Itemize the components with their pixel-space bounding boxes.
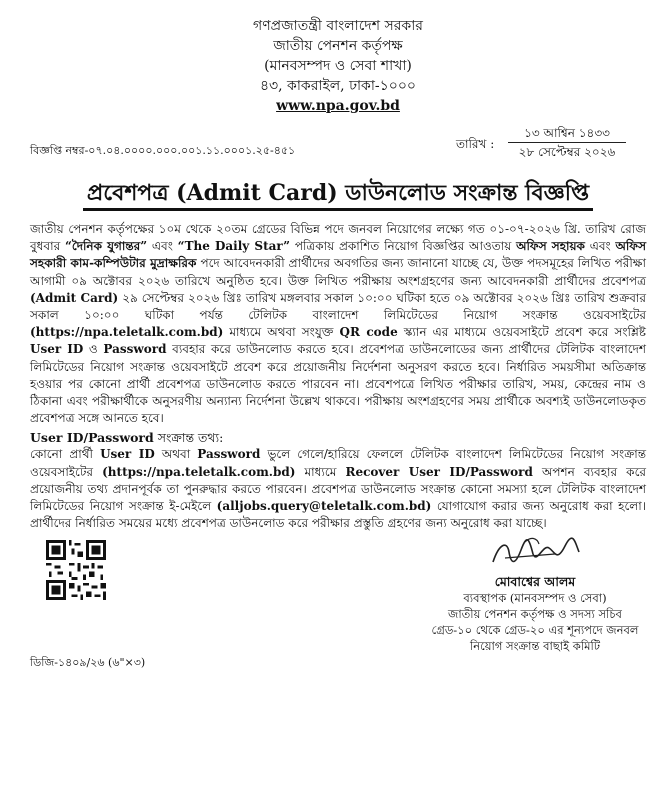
memo-date-row (30, 122, 646, 168)
authority-name: জাতীয় পেনশন কর্তৃপক্ষ (273, 38, 403, 54)
para1-text-5: পত্রিকায় প্রকাশিত নিয়োগ বিজ্ঞপ্তির আওতায় (290, 239, 517, 254)
post-office-assistant: অফিস সহায়ক (516, 239, 585, 254)
para2-text-10: যোগাযোগ করার জন্য অনুরোধ করা হলো। প্রার্থীদের নির্ধারিত সময়ের মধ্যে প্রবেশপত্র ডাউনলোড করে পরীক্ষার প্রস্তুতি গ্রহণের জন্য অনুরোধ করা যাচ্ছে। (30, 499, 646, 531)
para1-text-9: পদে আবেদনকারী প্রার্থীদের অবগতির জন্য জানানো যাচ্ছে যে, উক্ত পদসমূহের লিখিত পরীক্ষা আগামী ০৯ অক্টোবর ২০২৬ তারিখে অনুষ্ঠিত হবে। উক্ত লিখিত পরীক্ষায় অংশগ্রহণের জন্য আবেদনকারী প্রার্থীদের প্রবেশপত্র (30, 256, 646, 288)
government-name: গণপ্রজাতন্ত্রী বাংলাদেশ সরকার (253, 18, 423, 34)
date-block (508, 124, 626, 161)
date-bangla: ১৩ আশ্বিন ১৪৩৩ (508, 124, 626, 143)
main-paragraph (30, 221, 646, 427)
publication-reference: ডিজি-১৪০৯/২৬ (৬"×৩) (30, 656, 146, 670)
teletalk-link-1[interactable]: (https://npa.teletalk.com.bd) (30, 325, 224, 340)
committee-line-1: গ্রেড-১০ থেকে গ্রেড-২০ এর শূন্যপদে জনবল (431, 623, 639, 638)
address: ৪৩, কাকরাইল, ঢাকা-১০০০ (259, 78, 417, 94)
credentials-heading (30, 429, 646, 446)
website-link[interactable]: www.npa.gov.bd (276, 98, 400, 114)
recover-option: Recover User ID/Password (345, 464, 533, 479)
footer (30, 532, 646, 692)
para1-text-0: জাতীয় পেনশন কর্তৃপক্ষের ১০ম থেকে ২০তম গ্রেডের বিভিন্ন পদে জনবল নিয়োগের লক্ষ্যে গত ০১-০৭-২০২৬ (30, 222, 560, 236)
signatory-name: মোবাশ্বের আলম (494, 574, 576, 590)
notice-title (30, 176, 646, 213)
para2-text-8: অপশন ব্যবহার করে প্রয়োজনীয় তথ্য প্রদানপূর্বক তা পুনরুদ্ধার করতে পারবেন। প্রবেশপত্র ডাউনলোড সংক্রান্ত কোনো সমস্যা হলে টেলিটক বাংলাদেশ লিমিটেডের নিয়োগ সংক্রান্ত ই-মেইলে (30, 464, 646, 514)
para1-text-1: খ্রি. তারিখ রোজ বুধবার (30, 222, 646, 254)
branch-name: (মানবসম্পদ ও সেবা শাখা) (264, 58, 412, 74)
signatory-block (410, 574, 658, 654)
post-office-typist: অফিস সহকারী কাম-কম্পিউটার মুদ্রাক্ষরিক (30, 239, 646, 271)
qr-code-term: QR code (339, 325, 398, 340)
admit-card-term: (Admit Card) (30, 290, 119, 305)
credentials-paragraph (30, 446, 646, 532)
user-id-term-2: User ID (100, 447, 155, 462)
user-id-term: User ID (30, 342, 84, 357)
memo-number: বিজ্ঞপ্তি নম্বর-০৭.০৪.০০০০.০০০.০০১.১১.০০০১.২৫-৪৫১ (30, 144, 296, 157)
signatory-organization: জাতীয় পেনশন কর্তৃপক্ষ ও সদস্য সচিব (448, 607, 622, 622)
para2-text-2: অথবা (154, 447, 198, 462)
para1-text-3: এবং (147, 239, 178, 254)
password-term: Password (103, 342, 167, 357)
para1-text-13: মাধ্যমে অথবা সংযুক্ত (223, 325, 340, 340)
password-term-2: Password (197, 447, 261, 462)
para2-text-0: কোনো প্রার্থী (30, 447, 101, 462)
para2-text-4: ভুলে গেলে/হারিয়ে ফেললে টেলিটক বাংলাদেশ লিমিটেডের নিয়োগ সংক্রান্ত ওয়েবসাইটের (30, 447, 647, 479)
letterhead (30, 16, 646, 116)
para1-text-17: ও (83, 342, 104, 357)
committee-line-2: নিয়োগ সংক্রান্ত বাছাই কমিটি (469, 639, 601, 654)
signatory-designation: ব্যবস্থাপক (মানবসম্পদ ও সেবা) (463, 591, 607, 606)
notice-title-text: প্রবেশপত্র (Admit Card) ডাউনলোড সংক্রান্ত বিজ্ঞপ্তি (83, 180, 593, 211)
newspaper-jugantor: “দৈনিক যুগান্তর” (64, 239, 148, 254)
teletalk-link-2[interactable]: (https://npa.teletalk.com.bd) (102, 464, 296, 479)
para1-text-11: ২৯ সেপ্টেম্বর ২০২৬ খ্রিঃ তারিখ মঙ্গলবার সকাল ১০:০০ ঘটিকা হতে ০৯ অক্টোবর ২০২৬ খ্রিঃ তারিখ শুক্রবার সকাল ১০:০০ ঘটিকা পর্যন্ত টেলিটক বাংলাদেশ লিমিটেডের নিয়োগ সংক্রান্ত ওয়েবসাইটের (30, 290, 646, 323)
qr-code-icon[interactable] (46, 540, 106, 600)
para2-text-6: মাধ্যমে (295, 464, 346, 479)
signature (485, 532, 585, 572)
credentials-heading-bold: User ID/Password (30, 430, 154, 446)
support-email[interactable]: (alljobs.query@teletalk.com.bd) (216, 499, 432, 514)
para1-text-15: স্ক্যান এর মাধ্যমে ওয়েবসাইটে প্রবেশ করে সংশ্লিষ্ট (397, 325, 646, 340)
credentials-heading-rest: সংক্রান্ত তথ্য: (153, 430, 224, 446)
para1-text-19: ব্যবহার করে ডাউনলোড করতে হবে। প্রবেশপত্র ডাউনলোডের জন্য প্রার্থীদের টেলিটক বাংলাদেশ লিমিটেডের নিয়োগ সংক্রান্ত ওয়েবসাইটে প্রবেশ করে প্রয়োজনীয় নির্দেশনা অনুসরণ করতে হবে। নির্ধারিত সময়সীমা অতিক্রান্ত হওয়ার পর কোনো প্রার্থী প্রবেশপত্র ডাউনলোড করতে পারবেন না। প্রবেশপত্রে লিখিত পরীক্ষার তারিখ, সময়, কেন্দ্রের নাম ও ঠিকানা এবং পরীক্ষার্থীকে অনুসরণীয় অন্যান্য নির্দেশনা উল্লেখ থাকবে। পরীক্ষায় অংশগ্রহণের সময় প্রার্থীকে অবশ্যই ডাউনলোডকৃত প্রবেশপত্র সঙ্গে আনতে হবে। (30, 342, 646, 426)
newspaper-daily-star: “The Daily Star” (177, 239, 291, 254)
date-english: ২৮ সেপ্টেম্বর ২০২৬ (518, 145, 616, 159)
para1-text-7: এবং (584, 239, 616, 254)
date-label: তারিখ : (456, 137, 495, 151)
